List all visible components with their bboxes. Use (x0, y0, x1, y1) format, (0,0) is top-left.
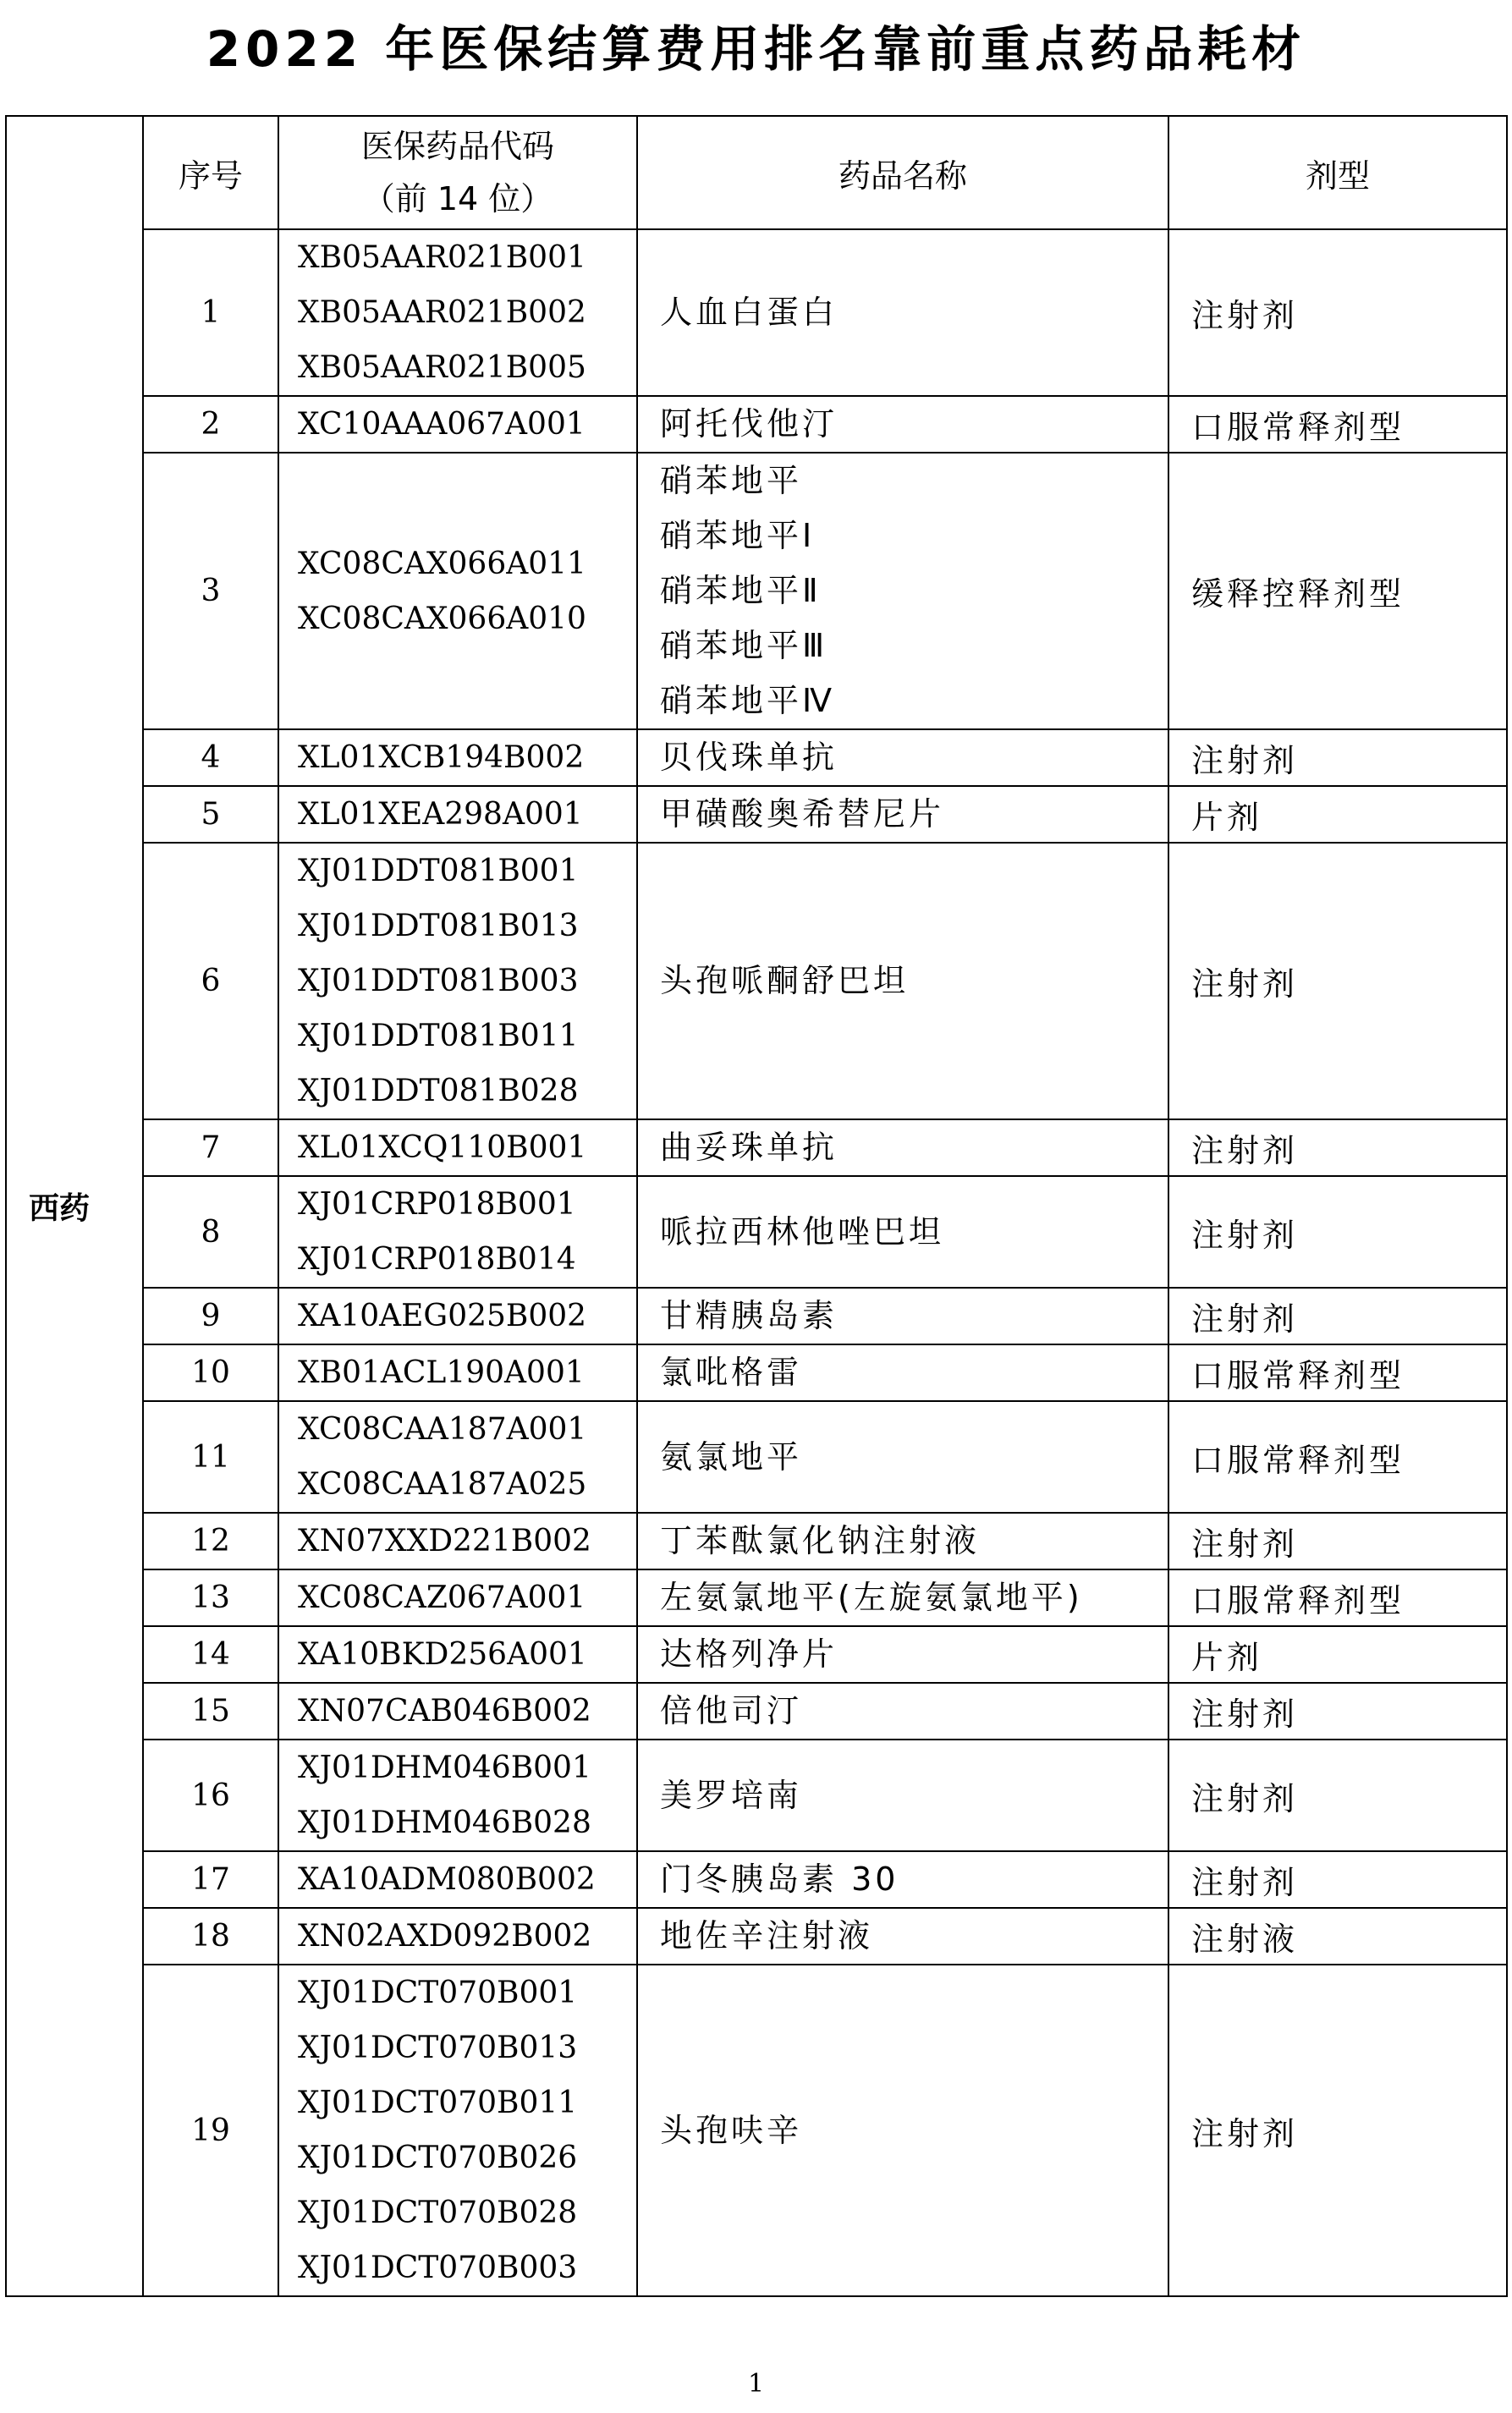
drug-code: XJ01CRP018B014 (298, 1242, 576, 1277)
drug-code: XJ01DCT070B026 (298, 2141, 578, 2175)
drug-code: XJ01DDT081B011 (298, 1019, 579, 1053)
drug-name: 氯吡格雷 (660, 1354, 803, 1391)
drug-code-cell (278, 1851, 637, 1908)
drug-name-cell (637, 1513, 1168, 1569)
drug-code-cell (278, 843, 637, 1119)
drug-name-cell (637, 1344, 1168, 1401)
table-row (6, 1344, 1507, 1401)
drug-code-cell (278, 1908, 637, 1965)
header-no (143, 116, 278, 229)
drug-code: XN07CAB046B002 (298, 1694, 591, 1729)
drug-name: 倍他司汀 (660, 1692, 803, 1729)
row-number: 11 (143, 1401, 278, 1513)
row-number: 14 (143, 1626, 278, 1683)
drug-code: XC08CAA187A025 (298, 1467, 587, 1502)
drug-name-cell (637, 229, 1168, 396)
dosage-form: 注射剂 (1168, 1176, 1507, 1288)
drug-name: 左氨氯地平(左旋氨氯地平) (660, 1579, 1083, 1616)
table-row (6, 1683, 1507, 1740)
drug-name: 头孢呋辛 (660, 2111, 803, 2149)
header-name (637, 116, 1168, 229)
dosage-form: 注射剂 (1168, 1513, 1507, 1569)
dosage-form: 注射剂 (1168, 1965, 1507, 2296)
dosage-form: 片剂 (1168, 1626, 1507, 1683)
dosage-form: 口服常释剂型 (1168, 396, 1507, 453)
drug-code-cell (278, 786, 637, 843)
dosage-form: 口服常释剂型 (1168, 1401, 1507, 1513)
drug-code: XC08CAZ067A001 (298, 1580, 586, 1615)
drug-code: XC08CAA187A001 (298, 1412, 587, 1447)
header-code-line1: 医保药品代码 (360, 128, 554, 165)
row-number: 9 (143, 1288, 278, 1344)
drug-code-cell (278, 396, 637, 453)
drug-name-cell (637, 1908, 1168, 1965)
drug-code-cell (278, 229, 637, 396)
drug-code-cell (278, 1965, 637, 2296)
dosage-form: 口服常释剂型 (1168, 1344, 1507, 1401)
drug-name: 地佐辛注射液 (660, 1917, 874, 1954)
drug-code: XC08CAX066A011 (298, 546, 586, 581)
header-no-label: 序号 (178, 157, 243, 195)
drug-name: 硝苯地平Ⅳ (660, 682, 836, 719)
row-number: 10 (143, 1344, 278, 1401)
drug-name-cell (637, 1626, 1168, 1683)
page-title: 2022 年医保结算费用排名靠前重点药品耗材 (206, 20, 1306, 78)
drug-code: XC10AAA067A001 (298, 407, 586, 442)
table-row (6, 396, 1507, 453)
drug-name: 甘精胰岛素 (660, 1297, 838, 1334)
row-number: 5 (143, 786, 278, 843)
drug-code: XJ01DDT081B003 (298, 964, 579, 998)
category-cell (6, 116, 143, 2296)
dosage-form: 注射剂 (1168, 843, 1507, 1119)
drug-name: 曲妥珠单抗 (660, 1129, 838, 1166)
drug-table (5, 115, 1508, 2297)
row-number: 16 (143, 1740, 278, 1851)
drug-code: XJ01DCT070B011 (298, 2086, 578, 2120)
drug-code: XJ01DHM046B028 (298, 1806, 591, 1840)
drug-code: XJ01CRP018B001 (298, 1187, 576, 1222)
row-number: 8 (143, 1176, 278, 1288)
drug-code: XN07XXD221B002 (298, 1524, 591, 1558)
drug-code-cell (278, 1683, 637, 1740)
drug-name: 人血白蛋白 (660, 294, 838, 331)
dosage-form: 注射剂 (1168, 729, 1507, 786)
table-row (6, 843, 1507, 1119)
header-code (278, 116, 637, 229)
drug-name: 门冬胰岛素 30 (660, 1861, 899, 1898)
drug-code-cell (278, 1569, 637, 1626)
drug-name-cell (637, 786, 1168, 843)
page-number: 1 (747, 2369, 765, 2399)
drug-name: 硝苯地平Ⅲ (660, 627, 828, 664)
drug-name-cell (637, 843, 1168, 1119)
drug-name-cell (637, 1965, 1168, 2296)
dosage-form: 注射剂 (1168, 1740, 1507, 1851)
drug-code-cell (278, 1401, 637, 1513)
drug-code-cell (278, 729, 637, 786)
drug-code: XJ01DDT081B001 (298, 854, 579, 888)
drug-name-cell (637, 1569, 1168, 1626)
drug-name: 美罗培南 (660, 1776, 803, 1814)
row-number: 12 (143, 1513, 278, 1569)
drug-code: XA10ADM080B002 (298, 1862, 596, 1897)
dosage-form: 缓释控释剂型 (1168, 453, 1507, 729)
table-row (6, 229, 1507, 396)
row-number: 1 (143, 229, 278, 396)
dosage-form: 口服常释剂型 (1168, 1569, 1507, 1626)
drug-name-cell (637, 729, 1168, 786)
drug-code: XB05AAR021B002 (298, 295, 586, 330)
table-row (6, 1119, 1507, 1176)
drug-code: XL01XEA298A001 (298, 797, 583, 832)
dosage-form: 片剂 (1168, 786, 1507, 843)
drug-name-cell (637, 453, 1168, 729)
drug-name: 氨氯地平 (660, 1437, 803, 1476)
dosage-form: 注射剂 (1168, 1119, 1507, 1176)
table-row (6, 1513, 1507, 1569)
drug-code-cell (278, 1626, 637, 1683)
drug-name-cell (637, 1176, 1168, 1288)
drug-name-cell (637, 1683, 1168, 1740)
drug-name-cell (637, 1851, 1168, 1908)
table-row (6, 1740, 1507, 1851)
drug-name: 贝伐珠单抗 (660, 739, 838, 776)
drug-name: 丁苯酞氯化钠注射液 (660, 1522, 981, 1559)
drug-code: XN02AXD092B002 (298, 1919, 592, 1954)
table-row (6, 1965, 1507, 2296)
drug-code: XJ01DHM046B001 (298, 1751, 591, 1785)
drug-code: XC08CAX066A010 (298, 601, 586, 636)
table-row (6, 453, 1507, 729)
header-code-line2: （前 14 位） (362, 180, 553, 217)
drug-code: XB05AAR021B001 (298, 240, 586, 275)
drug-code-cell (278, 1740, 637, 1851)
table-row (6, 1176, 1507, 1288)
drug-code-cell (278, 453, 637, 729)
drug-name-cell (637, 1740, 1168, 1851)
drug-name-cell (637, 1288, 1168, 1344)
drug-code: XA10AEG025B002 (298, 1299, 587, 1333)
drug-code-cell (278, 1176, 637, 1288)
row-number: 18 (143, 1908, 278, 1965)
drug-code: XB05AAR021B005 (298, 350, 586, 385)
drug-name: 达格列净片 (660, 1635, 838, 1673)
drug-code: XJ01DCT070B028 (298, 2196, 578, 2230)
drug-code: XJ01DDT081B028 (298, 1074, 579, 1108)
header-form-label: 剂型 (1305, 157, 1370, 195)
dosage-form: 注射剂 (1168, 229, 1507, 396)
table-row (6, 1851, 1507, 1908)
table-row (6, 729, 1507, 786)
drug-name: 硝苯地平 (660, 462, 803, 499)
drug-code: XL01XCB194B002 (298, 740, 585, 775)
drug-code: XJ01DCT070B003 (298, 2251, 578, 2285)
drug-code: XJ01DCT070B001 (298, 1976, 578, 2010)
header-row (6, 116, 1507, 229)
header-form (1168, 116, 1507, 229)
row-number: 17 (143, 1851, 278, 1908)
drug-code: XL01XCQ110B001 (298, 1130, 587, 1165)
category-label: 西药 (29, 1191, 91, 1226)
row-number: 15 (143, 1683, 278, 1740)
drug-code: XA10BKD256A001 (298, 1637, 587, 1672)
drug-code-cell (278, 1513, 637, 1569)
row-number: 4 (143, 729, 278, 786)
table-row (6, 786, 1507, 843)
table-row (6, 1908, 1507, 1965)
table-row (6, 1626, 1507, 1683)
row-number: 19 (143, 1965, 278, 2296)
table-row (6, 1288, 1507, 1344)
dosage-form: 注射剂 (1168, 1683, 1507, 1740)
dosage-form: 注射剂 (1168, 1851, 1507, 1908)
header-name-label: 药品名称 (838, 157, 967, 195)
drug-name: 哌拉西林他唑巴坦 (660, 1212, 945, 1250)
drug-name: 硝苯地平Ⅰ (660, 517, 816, 554)
row-number: 7 (143, 1119, 278, 1176)
row-number: 13 (143, 1569, 278, 1626)
drug-code-cell (278, 1288, 637, 1344)
table-row (6, 1401, 1507, 1513)
row-number: 6 (143, 843, 278, 1119)
drug-name-cell (637, 1401, 1168, 1513)
dosage-form: 注射液 (1168, 1908, 1507, 1965)
drug-name: 甲磺酸奥希替尼片 (660, 795, 945, 833)
drug-code-cell (278, 1344, 637, 1401)
drug-name-cell (637, 396, 1168, 453)
row-number: 3 (143, 453, 278, 729)
drug-name: 阿托伐他汀 (660, 405, 838, 442)
drug-code: XJ01DDT081B013 (298, 909, 579, 943)
drug-code: XB01ACL190A001 (298, 1355, 585, 1390)
row-number: 2 (143, 396, 278, 453)
drug-code: XJ01DCT070B013 (298, 2031, 578, 2065)
drug-name: 硝苯地平Ⅱ (660, 572, 822, 609)
dosage-form: 注射剂 (1168, 1288, 1507, 1344)
drug-name: 头孢哌酮舒巴坦 (660, 962, 910, 999)
table-row (6, 1569, 1507, 1626)
drug-name-cell (637, 1119, 1168, 1176)
drug-code-cell (278, 1119, 637, 1176)
